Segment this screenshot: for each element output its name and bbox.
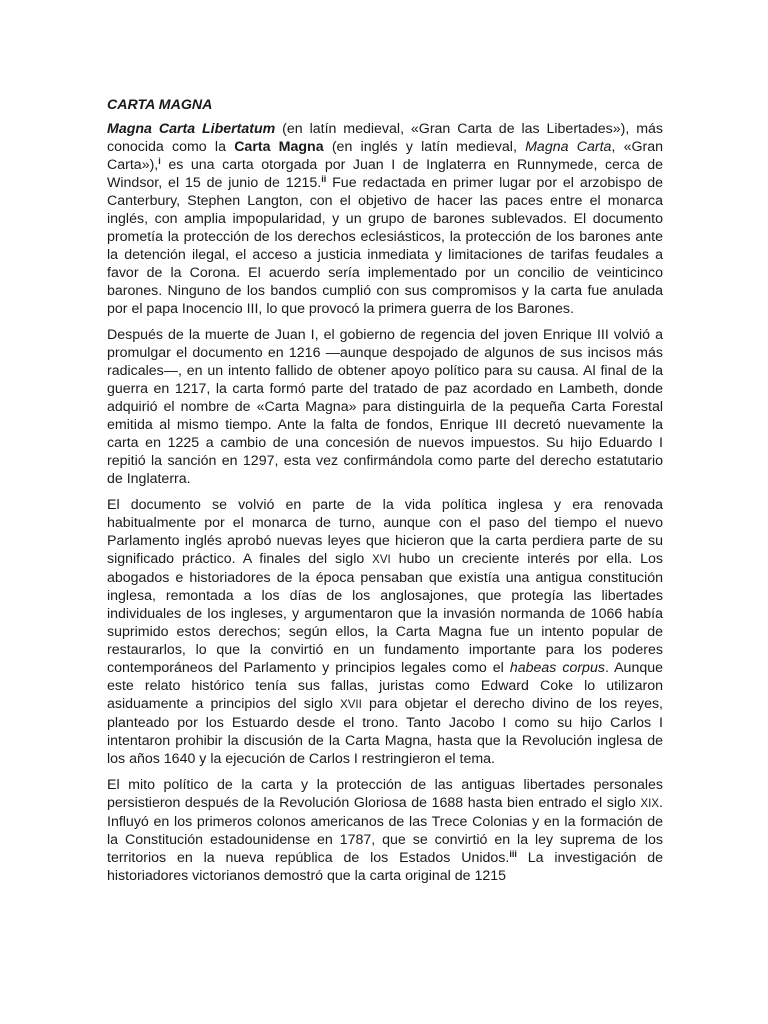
text: para objetar el derecho divino de los reyes, planteado por los Estuardo desde el trono. Tanto Jacobo I como su hijo Carlos I intentaron prohibir la discusión de la Carta Magna, hasta que la Revolución inglesa de los años 1640 y la ejecución de Carlos I restringieron el tema. <box>107 696 663 767</box>
century-label: XVII <box>340 699 362 711</box>
footnote-ref-1: i <box>158 156 161 166</box>
text: . Influyó en los primeros colonos americanos de las Trece Colonias y en la formación de la Constitución estadounidense en 1787, que se convirtió en la ley suprema de los territorios en la nueva república de los Estados Unidos. <box>107 795 663 866</box>
text: El documento se volvió en parte de la vida política inglesa y era renovada habitualmente por el monarca de turno, aunque con el paso del tiempo el nuevo Parlamento inglés aprobó nuevas leyes que hicieron que la carta perdiera parte de su significado práctico. A finales del siglo <box>107 497 663 567</box>
paragraph-3 <box>107 496 663 768</box>
text: es una carta otorgada por Juan I de Inglaterra en Runnymede, cerca de Windsor, el 15 de junio de 1215. <box>107 157 663 191</box>
paragraph-1 <box>107 120 663 318</box>
habeas-corpus-term: habeas corpus <box>509 660 605 676</box>
paragraph-4 <box>107 776 663 885</box>
text: (en latín medieval, «Gran Carta de las Libertades»), más conocida como la <box>107 121 663 155</box>
text: (en inglés y latín medieval, <box>323 139 526 155</box>
document-title: CARTA MAGNA <box>107 97 213 113</box>
text: . Aunque este relato histórico tenía sus fallas, juristas como Edward Coke lo utilizaron asiduamente a principios del siglo <box>107 660 663 712</box>
footnote-ref-3: iii <box>509 849 517 859</box>
paragraph-2: Después de la muerte de Juan I, el gobierno de regencia del joven Enrique III volvió a promulgar el documento en 1216 —aunque despojado de algunos de sus incisos más radicales—, en un intento fallido de obtener apoyo político para su causa. Al final de la guerra en 1217, la carta formó parte del tratado de paz acordado en Lambeth, donde adquirió el nombre de «Carta Magna» para distinguirla de la pequeña Carta Forestal emitida al mismo tiempo. Ante la falta de fondos, Enrique III decretó nuevamente la carta en 1225 a cambio de una concesión de nuevos impuestos. Su hijo Eduardo I repitió la sanción en 1297, esta vez confirmándola como parte del derecho estatutario de Inglaterra. <box>107 327 663 487</box>
spanish-term: Carta Magna <box>234 139 324 155</box>
text: Fue redactada en primer lugar por el arzobispo de Canterbury, Stephen Langton, con el objetivo de hacer las paces entre el monarca inglés, con amplia impopularidad, y un grupo de barones sublevados. El documento prometía la protección de los derechos eclesiásticos, la protección de los barones ante la detención ilegal, el acceso a justicia inmediata y limitaciones de tarifas feudales a favor de la Corona. El acuerdo sería implementado por un concilio de veinticinco barones. Ninguno de los bandos cumplió con sus compromisos y la carta fue anulada por el papa Inocencio III, lo que provocó la primera guerra de los Barones. <box>107 175 663 317</box>
footnote-ref-2: ii <box>321 174 327 184</box>
document-body <box>107 96 663 893</box>
century-label: XVI <box>372 554 391 566</box>
text: hubo un creciente interés por ella. Los abogados e historiadores de la época pensaban que existía una antigua constitución inglesa, remontada a los días de los anglosajones, que protegía las libertades individuales de los ingleses, y argumentaron que la invasión normanda de 1066 había suprimido estos derechos; según ellos, la Carta Magna fue un intento popular de restaurarlos, lo que la convirtió en un fundamento importante para los poderes contemporáneos del Parlamento y principios legales como el <box>107 551 663 676</box>
english-term: Magna Carta <box>525 139 612 155</box>
text: La investigación de historiadores victorianos demostró que la carta original de 1215 <box>107 850 663 884</box>
text: El mito político de la carta y la protección de las antiguas libertades personales persistieron después de la Revolución Gloriosa de 1688 hasta bien entrado el siglo <box>107 777 663 811</box>
text: , «Gran Carta»), <box>107 139 663 173</box>
century-label: XIX <box>640 798 660 810</box>
latin-term: Magna Carta Libertatum <box>107 121 276 137</box>
